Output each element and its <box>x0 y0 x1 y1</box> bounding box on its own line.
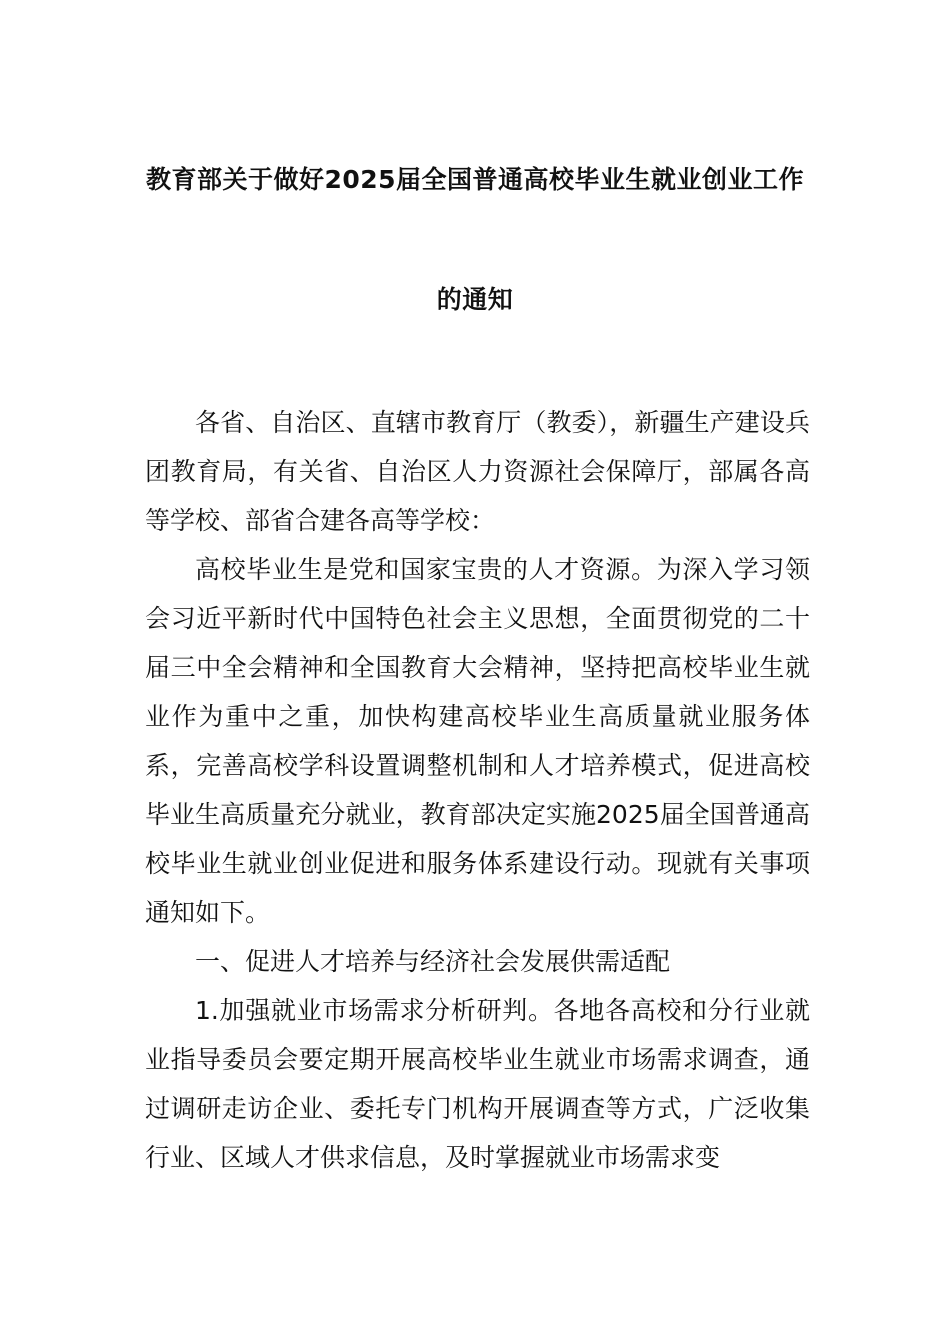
paragraph-item-1: 1.加强就业市场需求分析研判。各地各高校和分行业就业指导委员会要定期开展高校毕业生就业市场需求调查，通过调研走访企业、委托专门机构开展调查等方式，广泛收集行业、区域人才供求信息，及时掌握就业市场需求变 <box>145 996 810 1172</box>
paragraph-intro: 高校毕业生是党和国家宝贵的人才资源。为深入学习领会习近平新时代中国特色社会主义思想，全面贯彻党的二十届三中全会精神和全国教育大会精神，坚持把高校毕业生就业作为重中之重，加快构建高校毕业生高质量就业服务体系，完善高校学科设置调整机制和人才培养模式，促进高校毕业生高质量充分就业，教育部决定实施2025届全国普通高校毕业生就业创业促进和服务体系建设行动。现就有关事项通知如下。 <box>145 555 810 927</box>
section-heading-1: 一、促进人才培养与经济社会发展供需适配 <box>195 947 671 976</box>
document-title-line-2: 的通知 <box>436 285 514 314</box>
document-body <box>145 398 810 1182</box>
document-title-line-1: 教育部关于做好2025届全国普通高校毕业生就业创业工作 <box>145 165 805 194</box>
paragraph-salutation: 各省、自治区、直辖市教育厅（教委），新疆生产建设兵团教育局，有关省、自治区人力资源社会保障厅，部属各高等学校、部省合建各高等学校： <box>145 408 810 535</box>
